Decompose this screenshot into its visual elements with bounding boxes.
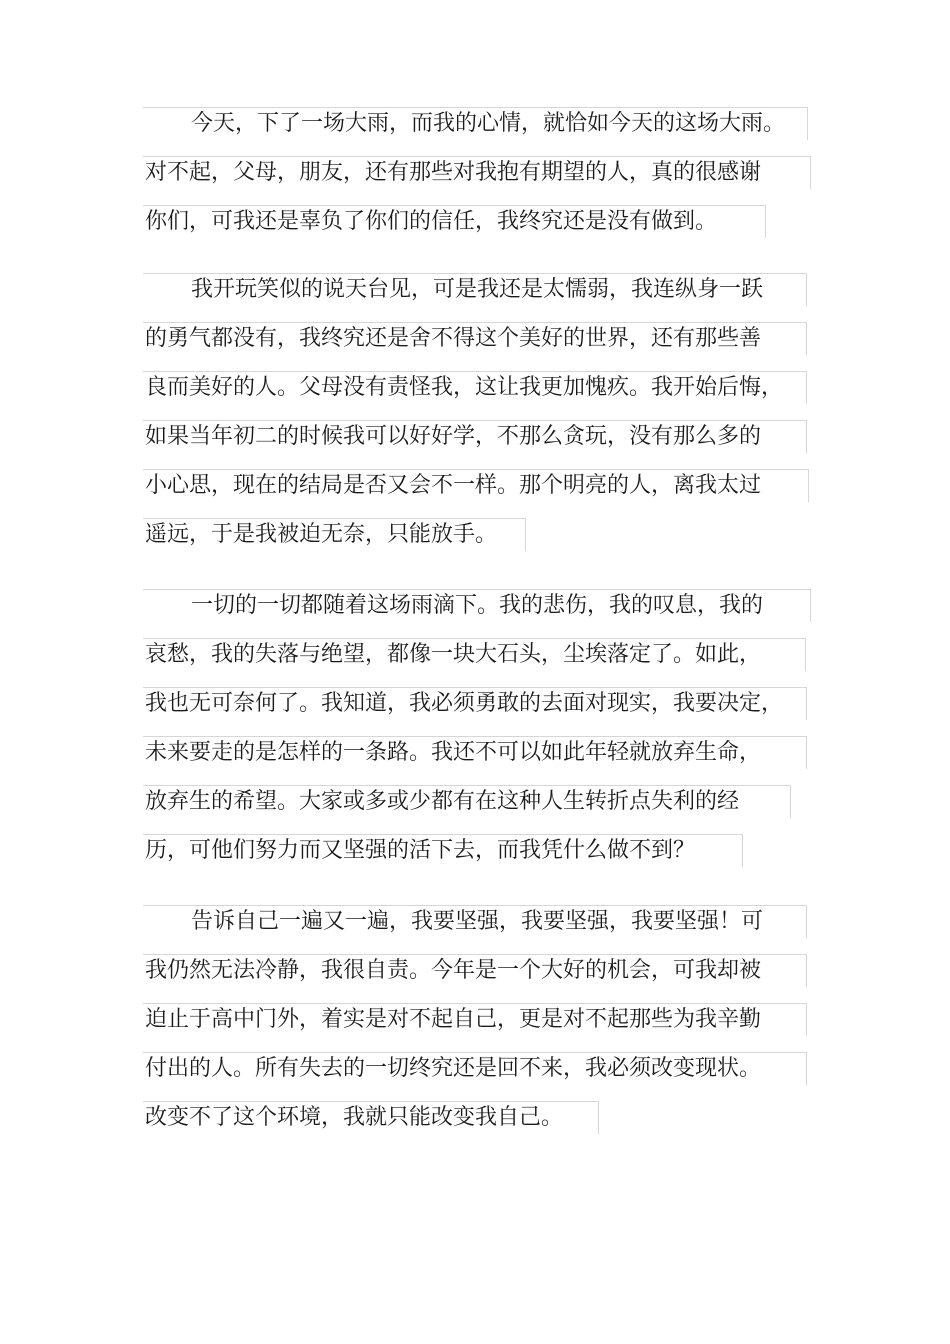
text-line: 未来要走的是怎样的一条路。我还不可以如此年轻就放弃生命， [143, 736, 807, 769]
text-line: 你们，可我还是辜负了你们的信任，我终究还是没有做到。 [143, 205, 766, 238]
text-line: 一切的一切都随着这场雨滴下。我的悲伤，我的叹息，我的 [143, 589, 811, 622]
text-line: 遥远，于是我被迫无奈，只能放手。 [143, 518, 526, 551]
text-line: 迫止于高中门外，着实是对不起自己，更是对不起那些为我辛勤 [143, 1003, 807, 1036]
text-line: 小心思，现在的结局是否又会不一样。那个明亮的人，离我太过 [143, 469, 809, 502]
text-line: 如果当年初二的时候我可以好好学，不那么贪玩，没有那么多的 [143, 420, 807, 453]
text-line: 我也无可奈何了。我知道，我必须勇敢的去面对现实，我要决定， [143, 687, 807, 720]
text-line: 改变不了这个环境，我就只能改变我自己。 [143, 1101, 599, 1134]
text-line: 付出的人。所有失去的一切终究还是回不来，我必须改变现状。 [143, 1052, 807, 1085]
text-line: 的勇气都没有，我终究还是舍不得这个美好的世界，还有那些善 [143, 322, 807, 355]
text-line: 告诉自己一遍又一遍，我要坚强，我要坚强，我要坚强！可 [143, 905, 807, 938]
text-line: 放弃生的希望。大家或多或少都有在这种人生转折点失利的经 [143, 785, 791, 818]
text-line: 历，可他们努力而又坚强的活下去，而我凭什么做不到？ [143, 834, 743, 867]
text-line: 我开玩笑似的说天台见，可是我还是太懦弱，我连纵身一跃 [143, 273, 807, 306]
text-line: 对不起，父母，朋友，还有那些对我抱有期望的人，真的很感谢 [143, 156, 811, 189]
text-line: 哀愁，我的失落与绝望，都像一块大石头，尘埃落定了。如此， [143, 638, 806, 671]
text-line: 今天，下了一场大雨，而我的心情，就恰如今天的这场大雨。 [143, 107, 808, 140]
text-line: 良而美好的人。父母没有责怪我，这让我更加愧疚。我开始后悔， [143, 371, 807, 404]
text-line: 我仍然无法冷静，我很自责。今年是一个大好的机会，可我却被 [143, 954, 807, 987]
